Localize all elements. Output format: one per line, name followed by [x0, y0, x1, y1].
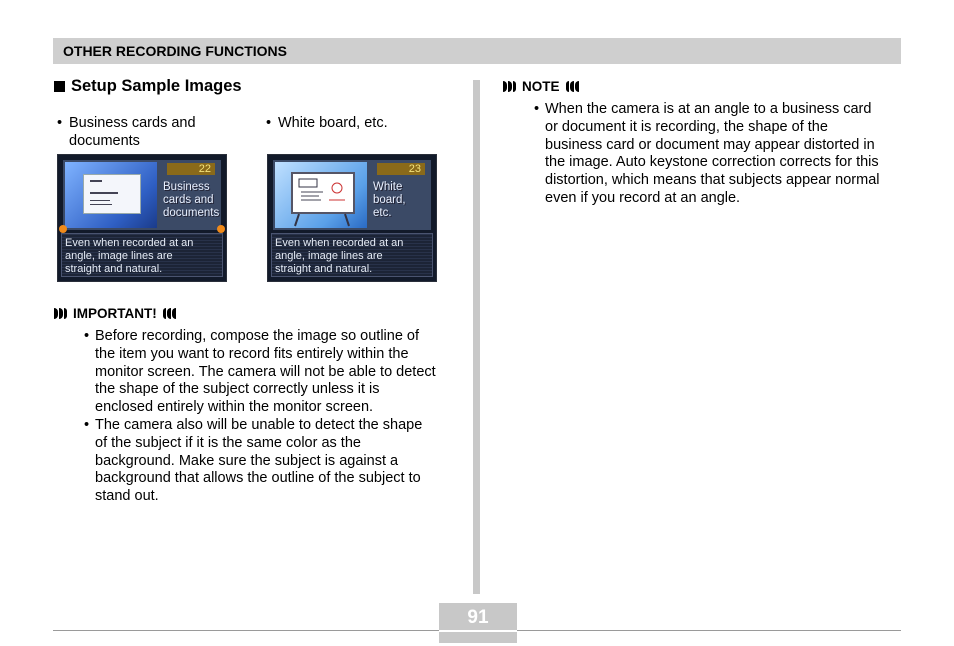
- arrows-left-icon: [163, 308, 176, 319]
- screen-label: Business cards and documents: [163, 181, 220, 219]
- sample-screen-white-board: [267, 154, 437, 282]
- column-divider: [473, 80, 480, 594]
- screen-label: White board, etc.: [373, 181, 406, 219]
- sample-screen-business-cards: [57, 154, 227, 282]
- list-item: • The camera also will be unable to detect the shape of the subject if it is the same color as the background. Make sure the subject is against a background that allows the outline of the subject to stand out.: [84, 417, 436, 506]
- page-number: 91: [467, 607, 489, 628]
- left-arrow-icon: [59, 225, 67, 233]
- note-list: [534, 101, 879, 208]
- screen-description-box: Even when recorded at an angle, image lines are straight and natural.: [61, 233, 223, 277]
- sample-caption-business-cards: • Business cards and documents: [57, 115, 196, 149]
- square-bullet-icon: [54, 81, 65, 92]
- arrows-right-icon: [54, 308, 67, 319]
- screen-panel: [63, 160, 221, 230]
- screen-description-box: Even when recorded at an angle, image lines are straight and natural.: [271, 233, 433, 277]
- sample-caption-white-board: • White board, etc.: [266, 115, 388, 131]
- business-card-icon: [83, 174, 141, 214]
- screen-panel: [273, 160, 431, 230]
- important-heading: IMPORTANT!: [54, 306, 176, 321]
- header-bar: [53, 38, 901, 64]
- business-card-photo: [65, 162, 157, 228]
- page-number-box: [439, 603, 517, 643]
- arrows-left-icon: [566, 81, 579, 92]
- section-title: OTHER RECORDING FUNCTIONS: [63, 43, 287, 59]
- list-item: • When the camera is at an angle to a business card or document it is recording, the shape of the business card or document may appear distorted in the image. Auto keystone correction corrects for this distortion, which means that subjects appear normal even if you record at an angle.: [534, 101, 879, 208]
- heading-text: Setup Sample Images: [71, 77, 242, 95]
- screen-number-badge: 23: [377, 163, 425, 175]
- arrows-right-icon: [503, 81, 516, 92]
- section-heading: [54, 77, 242, 96]
- note-heading: NOTE: [503, 79, 579, 94]
- screen-number-badge: 22: [167, 163, 215, 175]
- important-list: [84, 328, 436, 506]
- list-item: • Before recording, compose the image so outline of the item you want to record fits entirely within the monitor screen. The camera will not be able to detect the shape of the subject correctly unless it is enclosed entirely within the monitor screen.: [84, 328, 436, 417]
- right-arrow-icon: [217, 225, 225, 233]
- white-board-photo: [275, 162, 367, 228]
